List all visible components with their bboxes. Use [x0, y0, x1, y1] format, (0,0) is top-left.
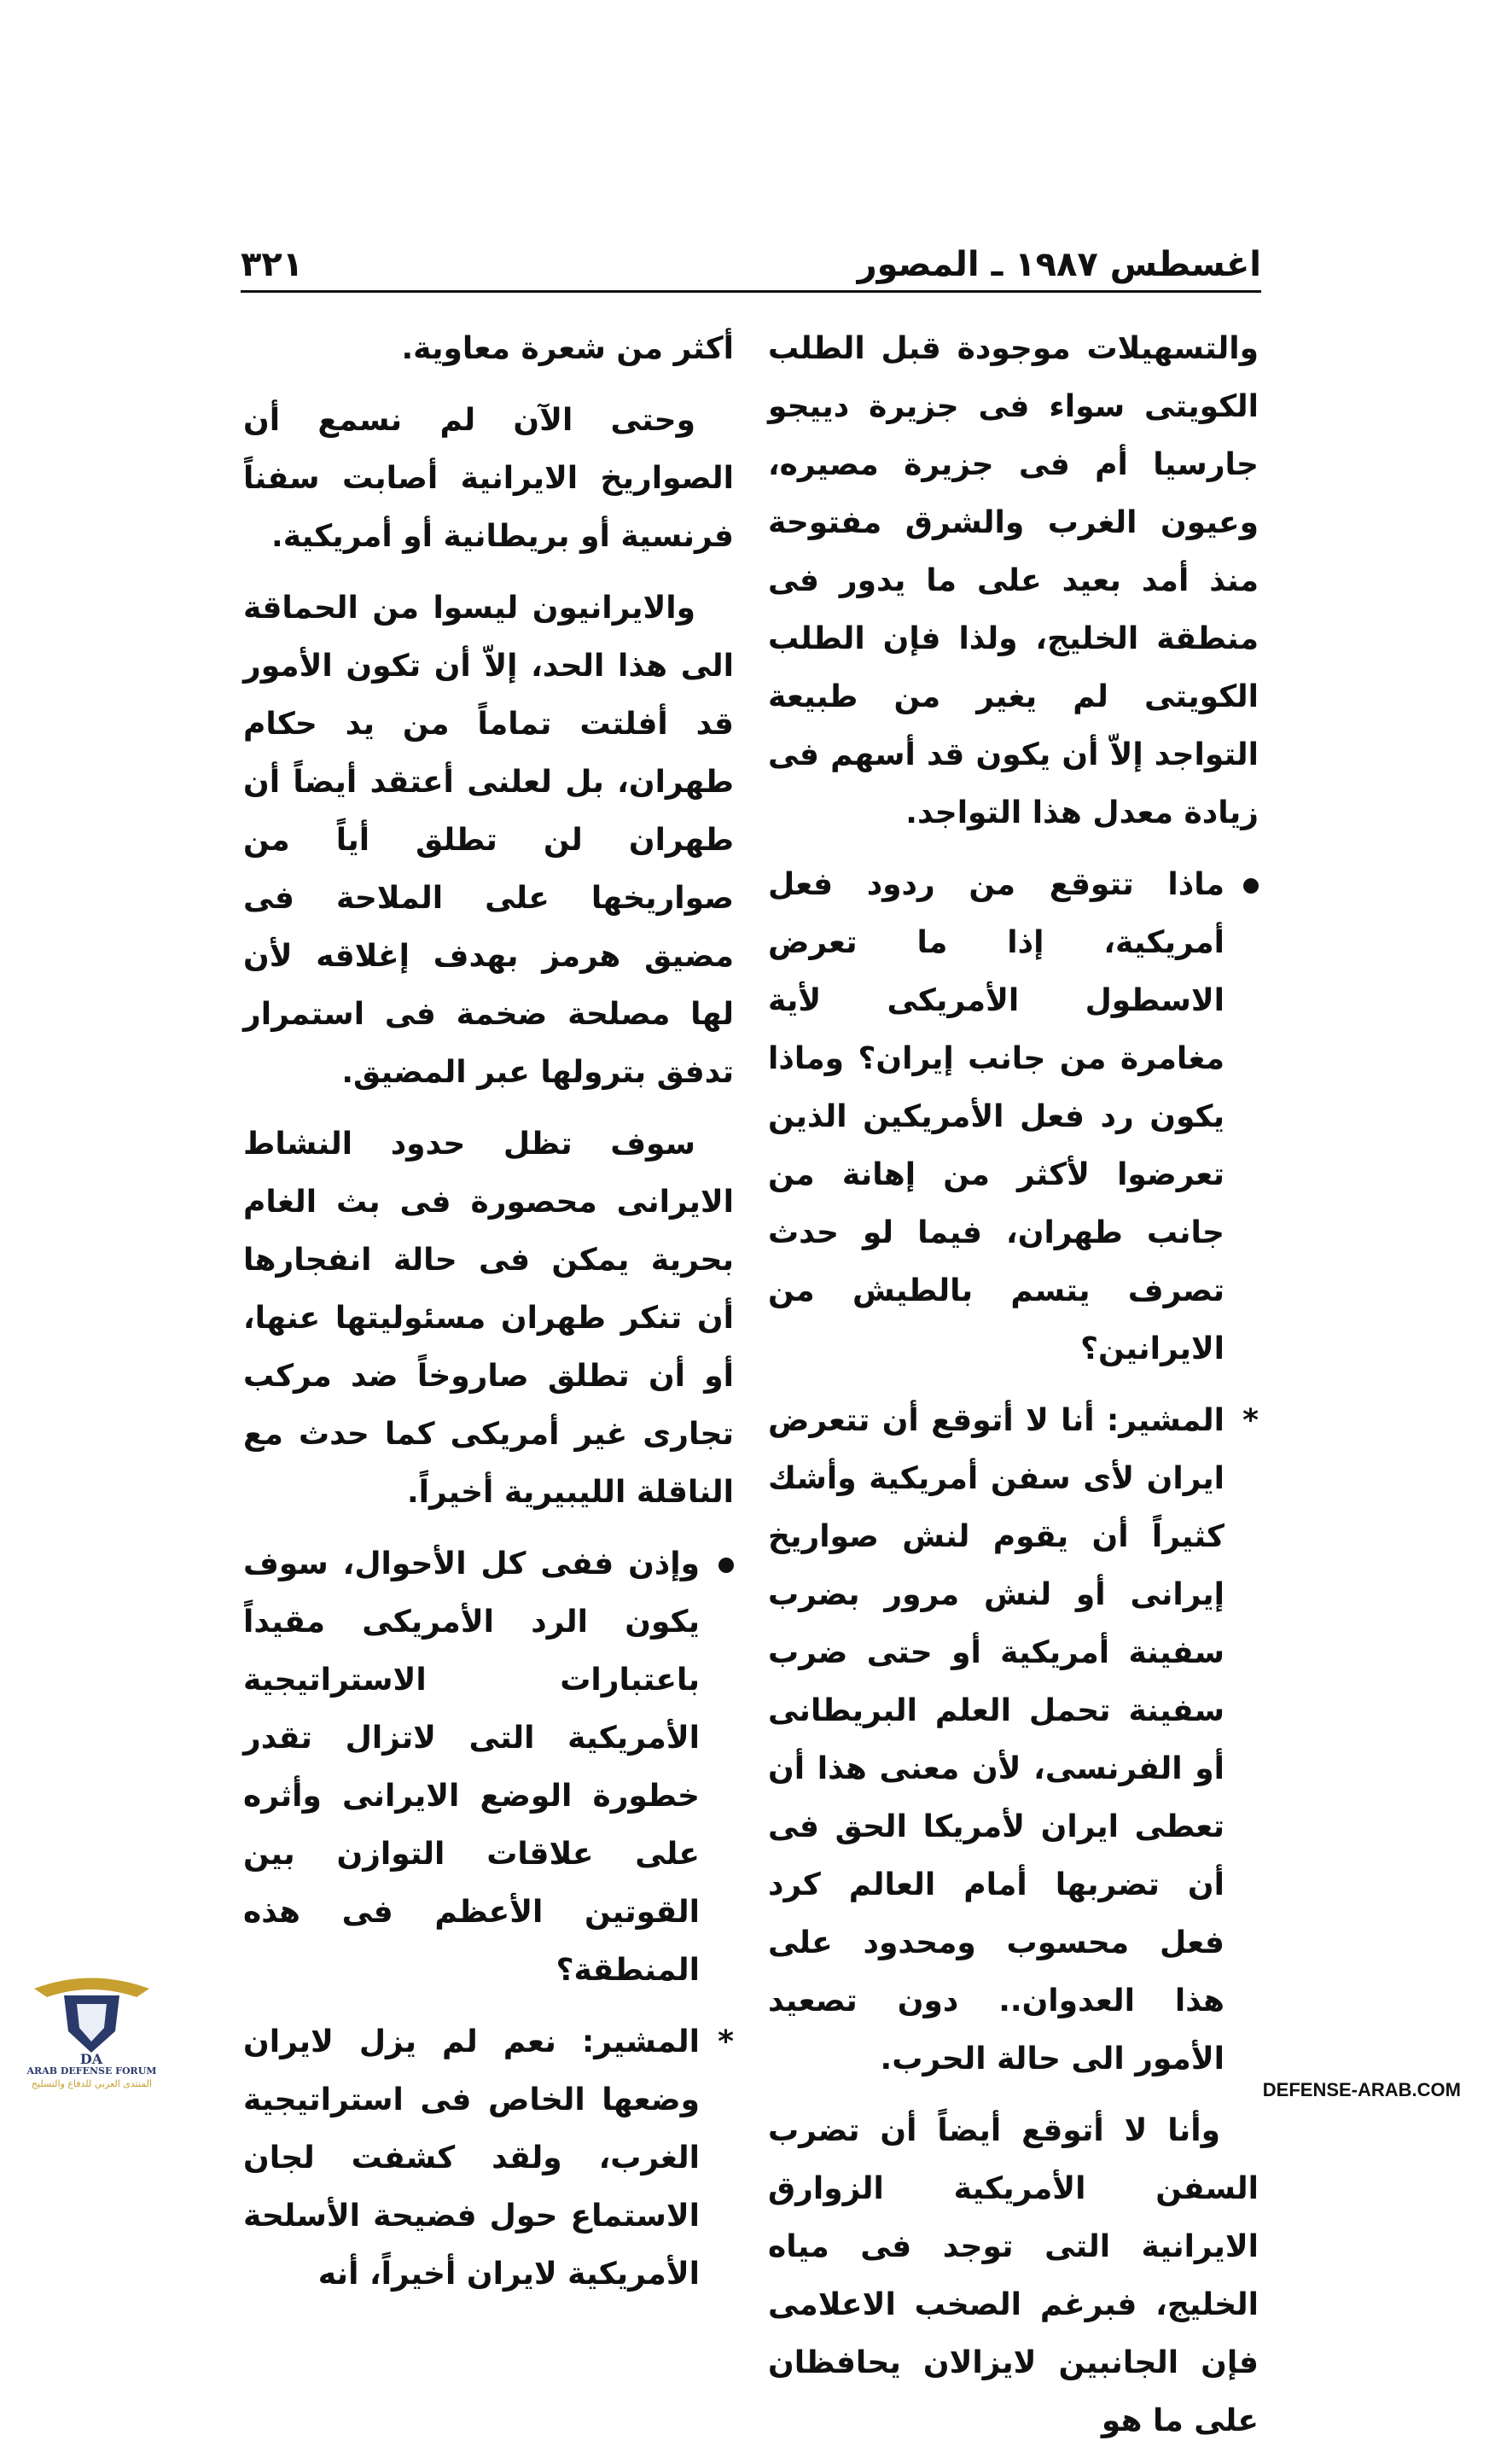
logo-mark: DA	[79, 2051, 103, 2065]
header-rule	[241, 290, 1261, 293]
paragraph	[243, 392, 734, 566]
paragraph	[243, 320, 734, 378]
asterisk-icon: *	[1242, 1403, 1259, 1438]
site-watermark: DEFENSE-ARAB.COM	[1262, 2079, 1461, 2100]
paragraph	[768, 320, 1259, 842]
paragraph	[243, 1115, 734, 1522]
right-column	[768, 320, 1259, 2464]
left-column	[243, 320, 734, 2317]
paragraph-text: ماذا تتوقع من ردود فعل أمريكية، إذا ما تعرض الاسطول الأمريكى لأية مغامرة من جانب إيران؟ وماذا يكون رد فعل الأمريكين الذين تعرضوا لأكثر من إهانة من جانب طهران، فيما لو حدث تصرف يتسم بالطيش من الايرانين؟	[768, 867, 1225, 1366]
page-number: ٣٢١	[241, 245, 304, 284]
logo-text-ar: المنتدى العربي للدفاع والتسليح	[31, 2078, 153, 2089]
paragraph	[768, 1392, 1259, 2088]
paragraph-text: والايرانيون ليسوا من الحماقة الى هذا الحد، إلاّ أن تكون الأمور قد أفلتت تماماً من يد حكام طهران، بل لعلنى أعتقد أيضاً أن طهران لن تطلق أياً من صواريخها على الملاحة فى مضيق هرمز بهدف إغلاقه لأن لها مصلحة ضخمة فى استمرار تدفق بترولها عبر المضيق.	[243, 591, 734, 1090]
page-header	[241, 230, 1261, 282]
paragraph-text: والتسهيلات موجودة قبل الطلب الكويتى سواء فى جزيرة دييجو جارسيا أم فى جزيرة مصيره، وعيون الغرب والشرق مفتوحة منذ أمد بعيد على ما يدور فى منطقة الخليج، ولذا فإن الطلب الكويتى لم يغير من طبيعة التواجد إلاّ أن يكون قد أسهم فى زيادة معدل هذا التواجد.	[768, 331, 1259, 830]
paragraph	[243, 580, 734, 1102]
paragraph	[243, 1535, 734, 2000]
paragraph-text: وحتى الآن لم نسمع أن الصواريخ الايرانية أصابت سفناً فرنسية أو بريطانية أو أمريكية.	[243, 403, 734, 554]
paragraph-text: وأنا لا أتوقع أيضاً أن تضرب السفن الأمريكية الزوارق الايرانية التى توجد فى مياه الخليج، فبرغم الصخب الاعلامى فإن الجانبين لايزالان يحافظان على ما هو	[768, 2113, 1259, 2438]
paragraph	[243, 2013, 734, 2304]
paragraph	[768, 856, 1259, 1378]
shield-emblem-icon	[17, 1963, 166, 2065]
bullet-dot-icon	[700, 1535, 734, 1593]
bullet-dot-icon	[1225, 856, 1259, 914]
paragraph-text: سوف تظل حدود النشاط الايرانى محصورة فى بث الغام بحرية يمكن فى حالة انفجارها أن تنكر طهران مسئوليتها عنها، أو أن تطلق صاروخاً ضد مركب تجارى غير أمريكى كما حدث مع الناقلة الليبيرية أخيراً.	[243, 1127, 734, 1510]
paragraph-text: وإذن ففى كل الأحوال، سوف يكون الرد الأمريكى مقيداً باعتبارات الاستراتيجية الأمريكية التى لاتزال تقدر خطورة الوضع الايرانى وأثره على علاقات التوازن بين القوتين الأعظم فى هذه المنطقة؟	[243, 1547, 700, 1988]
running-title: اغسطس ١٩٨٧ ـ المصور	[857, 245, 1261, 284]
asterisk-icon: *	[718, 2024, 734, 2059]
paragraph-text: أكثر من شعرة معاوية.	[401, 331, 734, 366]
paragraph	[768, 2102, 1259, 2450]
forum-logo	[17, 1963, 166, 2108]
paragraph-text: المشير: نعم لم يزل لايران وضعها الخاص فى استراتيجية الغرب، ولقد كشفت لجان الاستماع حول فضيحة الأسلحة الأمريكية لايران أخيراً، أنه	[243, 2024, 700, 2292]
paragraph-text: المشير: أنا لا أتوقع أن تتعرض ايران لأى سفن أمريكية وأشك كثيراً أن يقوم لنش صواريخ إيرانى أو لنش مرور بضرب سفينة أمريكية أو حتى ضرب سفينة تحمل العلم البريطانى أو الفرنسى، لأن معنى هذا أن تعطى ايران لأمريكا الحق فى أن تضربها أمام العالم كرد فعل محسوب ومحدود على هذا العدوان.. دون تصعيد الأمور الى حالة الحرب.	[768, 1403, 1225, 2077]
logo-text-en: ARAB DEFENSE FORUM	[26, 2065, 157, 2077]
